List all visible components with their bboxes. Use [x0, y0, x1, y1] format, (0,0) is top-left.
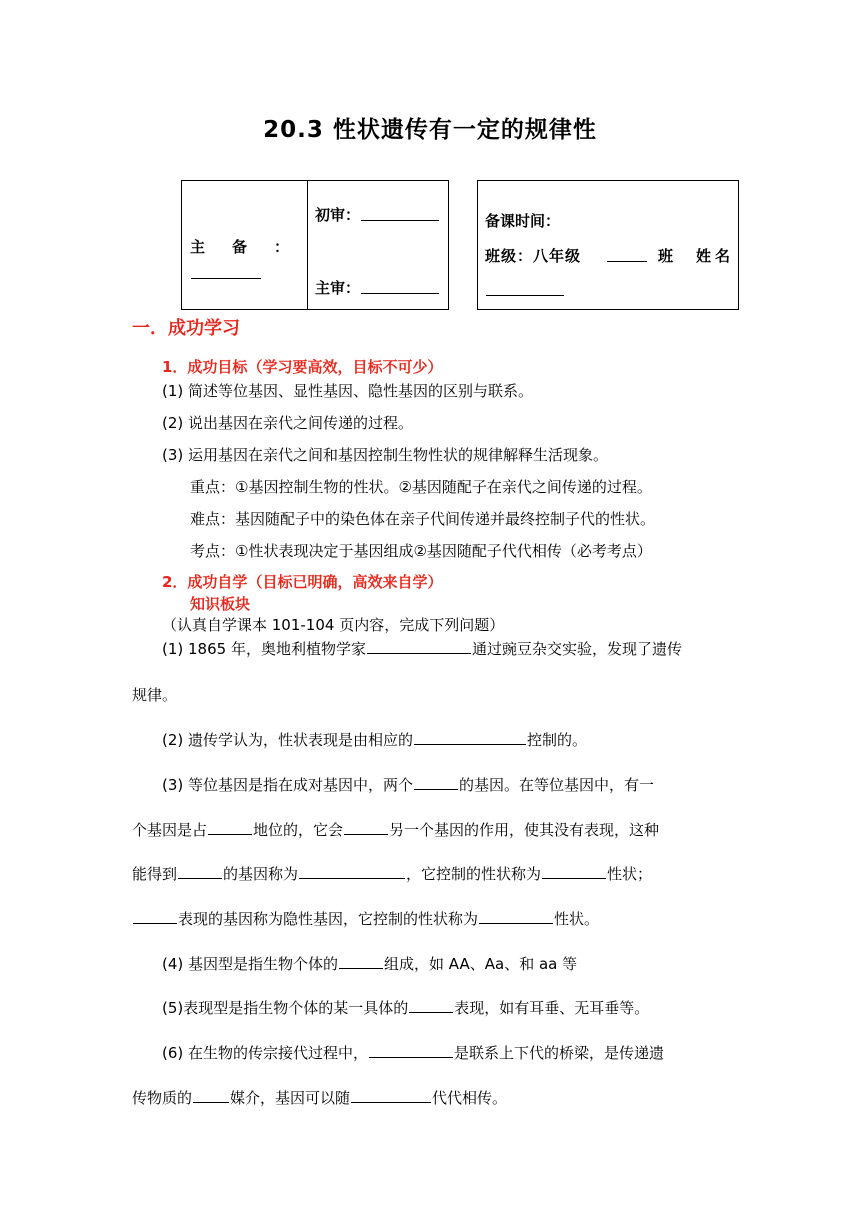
question-text: 性状；: [607, 865, 653, 883]
question-text: (2) 遗传学认为，性状表现是由相应的: [162, 731, 414, 749]
zhubei-label: 主 备 ：: [190, 238, 296, 256]
question-text: 地位的，它会: [253, 821, 344, 839]
chushen-label: 初审：: [315, 206, 361, 224]
answer-blank[interactable]: [369, 1056, 453, 1058]
info-box-divider: [307, 180, 308, 309]
knowledge-heading: 知识板块: [190, 595, 251, 613]
goal-item: (3) 运用基因在亲代之间和基因控制生物性状的规律解释生活现象。: [162, 446, 609, 464]
chushen-blank[interactable]: [361, 219, 439, 221]
question-text: (6) 在生物的传宗接代过程中，: [162, 1044, 369, 1062]
self-study-heading: 2．成功自学（目标已明确，高效来自学）: [162, 573, 443, 591]
answer-blank[interactable]: [339, 967, 383, 969]
question-text: 媒介，基因可以随: [230, 1089, 351, 1107]
question-text: 表现的基因称为隐性基因，它控制的性状称为: [178, 910, 479, 928]
question-text: 的基因称为: [223, 865, 299, 883]
question-text: (4) 基因型是指生物个体的: [162, 955, 339, 973]
question-text: 控制的。: [527, 731, 588, 749]
page-title: 20.3 性状遗传有一定的规律性: [263, 117, 597, 143]
section-heading: 一．成功学习: [132, 318, 240, 339]
question-text: (3) 等位基因是指在成对基因中，两个: [162, 776, 414, 794]
answer-blank[interactable]: [479, 922, 553, 924]
instruction: （认真自学课本 101-104 页内容，完成下列问题）: [162, 616, 505, 634]
answer-blank[interactable]: [367, 652, 471, 654]
question-1: [162, 638, 682, 659]
xingming-label: 姓名: [696, 247, 735, 265]
question-text: 组成，如 AA、Aa、和 aa 等: [384, 955, 578, 973]
question-3-cont: [132, 819, 659, 840]
zhushen-blank[interactable]: [361, 292, 439, 294]
question-text: ，它控制的性状称为: [406, 865, 542, 883]
goal-heading: 1．成功目标（学习要高效，目标不可少）: [162, 358, 443, 376]
question-text: 通过豌豆杂交实验，发现了遗传: [471, 640, 682, 658]
question-3-cont: [132, 908, 599, 929]
beike-label: 备课时间：: [485, 212, 561, 230]
question-text: 能得到: [132, 865, 178, 883]
difficult-point: 难点：基因随配子中的染色体在亲子代间传递并最终控制子代的性状。: [190, 510, 656, 528]
answer-blank[interactable]: [178, 877, 222, 879]
question-text: 性状。: [554, 910, 600, 928]
answer-blank[interactable]: [351, 1101, 431, 1103]
question-text: 表现，如有耳垂、无耳垂等。: [454, 999, 650, 1017]
question-text: 的基因。在等位基因中，有一: [459, 776, 655, 794]
xingming-blank[interactable]: [486, 294, 564, 296]
ban-blank[interactable]: [607, 260, 647, 262]
banji-label: 班级：八年级: [485, 247, 582, 265]
ban-label: 班: [658, 247, 674, 265]
question-text: 是联系上下代的桥梁，是传递遗: [454, 1044, 665, 1062]
question-text: 代代相传。: [432, 1089, 508, 1107]
answer-blank[interactable]: [133, 922, 177, 924]
answer-blank[interactable]: [344, 833, 388, 835]
goal-item: (1) 简述等位基因、显性基因、隐性基因的区别与联系。: [162, 382, 534, 400]
zhushen-label: 主审：: [315, 279, 361, 297]
answer-blank[interactable]: [414, 788, 458, 790]
question-3: [162, 774, 654, 795]
question-text: (1) 1865 年，奥地利植物学家: [162, 640, 366, 658]
question-4: [162, 953, 577, 974]
question-text: 传物质的: [132, 1089, 193, 1107]
answer-blank[interactable]: [193, 1101, 229, 1103]
exam-point: 考点：①性状表现决定于基因组成②基因随配子代代相传（必考考点）: [190, 542, 652, 560]
answer-blank[interactable]: [414, 743, 526, 745]
question-6-cont: [132, 1087, 507, 1108]
question-text: 另一个基因的作用，使其没有表现，这种: [389, 821, 660, 839]
question-text: 个基因是占: [132, 821, 208, 839]
answer-blank[interactable]: [409, 1011, 453, 1013]
goal-item: (2) 说出基因在亲代之间传递的过程。: [162, 414, 414, 432]
key-point: 重点：①基因控制生物的性状。②基因随配子在亲代之间传递的过程。: [190, 478, 652, 496]
answer-blank[interactable]: [542, 877, 606, 879]
answer-blank[interactable]: [208, 833, 252, 835]
question-1-cont: 规律。: [132, 686, 178, 704]
question-3-cont: [132, 863, 652, 884]
answer-blank[interactable]: [299, 877, 405, 879]
question-5: [162, 997, 649, 1018]
question-6: [162, 1042, 664, 1063]
question-text: (5)表现型是指生物个体的某一具体的: [162, 999, 409, 1017]
zhubei-blank[interactable]: [191, 277, 261, 279]
question-2: [162, 729, 587, 750]
